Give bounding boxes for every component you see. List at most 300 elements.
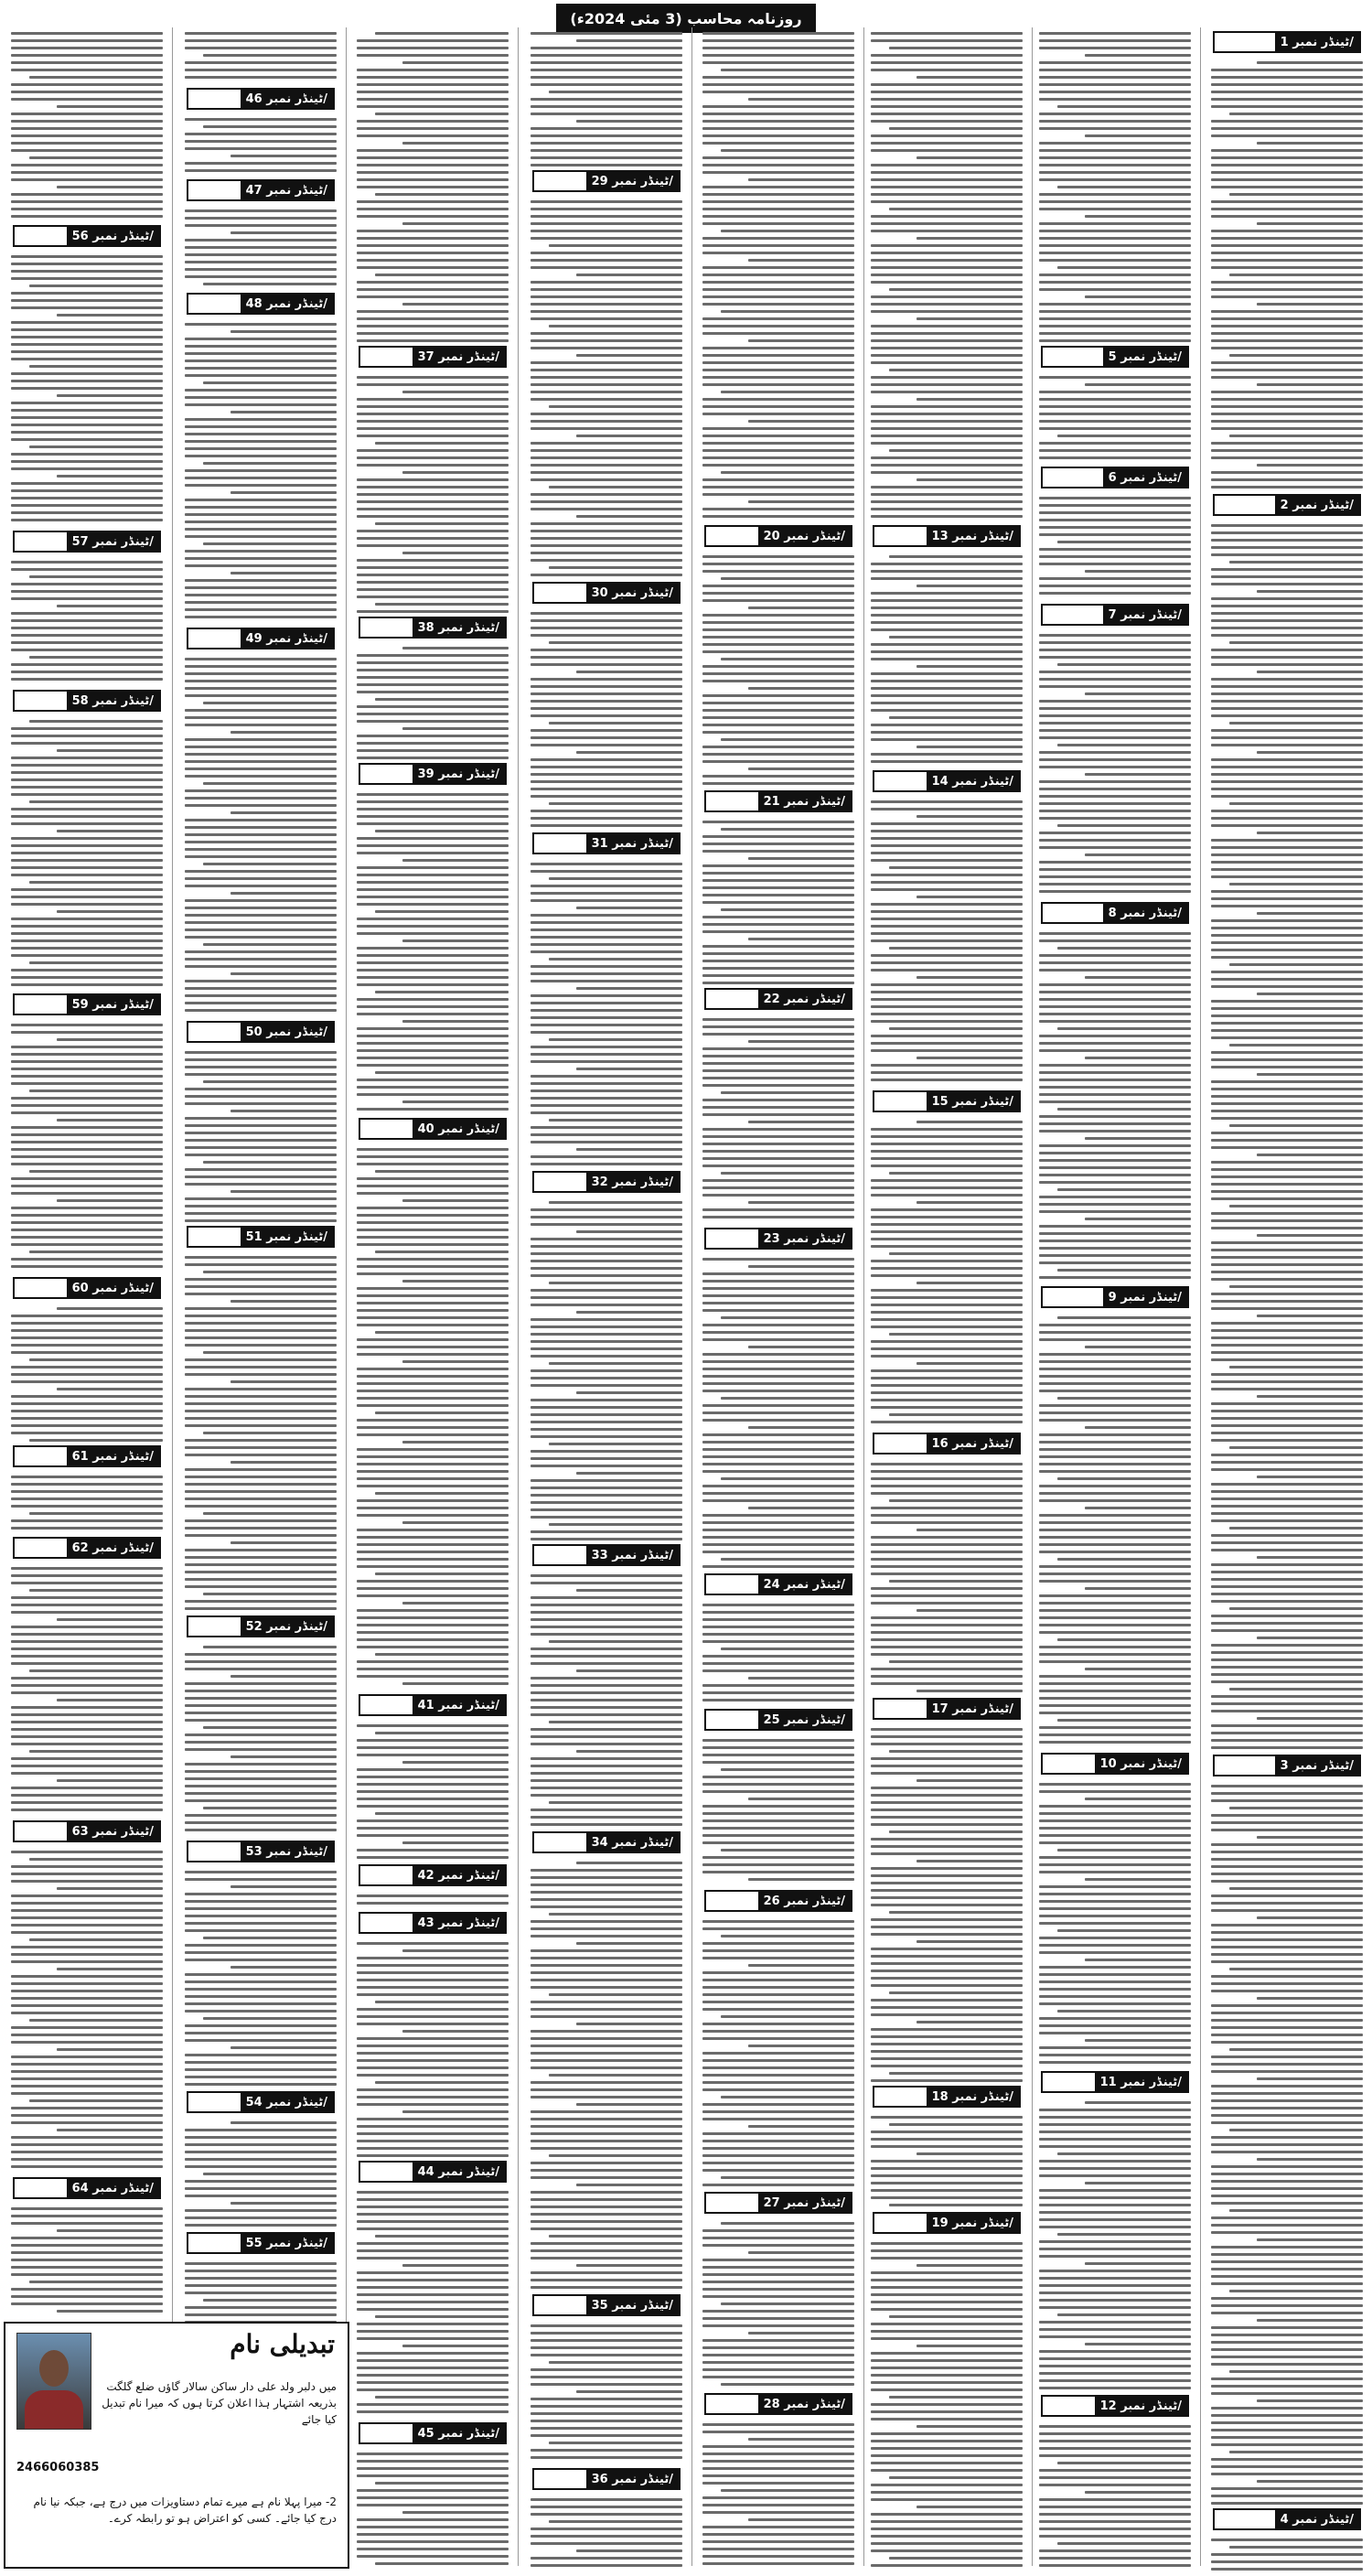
text-line xyxy=(531,2045,682,2047)
text-line xyxy=(531,2176,682,2179)
text-line xyxy=(11,1990,163,1992)
text-line xyxy=(702,555,854,558)
text-line xyxy=(1039,2372,1191,2375)
text-line xyxy=(11,1865,163,1868)
text-line xyxy=(11,1706,163,1709)
text-line xyxy=(871,1064,1023,1067)
text-line xyxy=(185,936,337,939)
text-line xyxy=(1039,991,1191,993)
text-line xyxy=(1039,420,1191,423)
text-line xyxy=(702,2431,854,2433)
text-line xyxy=(531,1869,682,1872)
text-line xyxy=(357,1565,509,1568)
text-line xyxy=(702,405,854,408)
text-line xyxy=(230,1675,337,1678)
text-line xyxy=(357,1243,509,1246)
article-text xyxy=(531,607,682,829)
text-line xyxy=(531,1016,682,1019)
text-line xyxy=(375,1492,509,1495)
text-line xyxy=(702,127,854,130)
text-line xyxy=(576,39,682,42)
text-line xyxy=(1211,1000,1363,1003)
text-line xyxy=(185,921,337,924)
text-line xyxy=(185,760,337,763)
text-line xyxy=(871,961,1023,964)
text-line xyxy=(1211,2341,1363,2344)
text-line xyxy=(375,113,509,115)
text-line xyxy=(185,253,337,256)
text-line xyxy=(702,879,854,882)
text-line xyxy=(185,848,337,851)
text-line xyxy=(357,2533,509,2536)
text-line xyxy=(549,1443,682,1445)
text-line xyxy=(1039,230,1191,232)
text-line xyxy=(702,2110,854,2113)
text-line xyxy=(549,1119,682,1122)
text-line xyxy=(185,513,337,516)
article-text xyxy=(702,551,854,787)
text-line xyxy=(916,976,1023,979)
text-line xyxy=(1039,758,1191,761)
text-line xyxy=(702,1927,854,1930)
text-line xyxy=(185,1446,337,1449)
text-line xyxy=(402,552,509,554)
text-line xyxy=(1211,1829,1363,1831)
text-line xyxy=(402,1521,509,1524)
column-rule xyxy=(1200,27,1201,2566)
text-line xyxy=(871,2196,1023,2199)
text-line xyxy=(185,1417,337,1420)
text-line xyxy=(702,2511,854,2514)
text-line xyxy=(871,2352,1023,2355)
text-line xyxy=(1257,142,1363,145)
text-line xyxy=(1039,2379,1191,2382)
text-line xyxy=(531,1296,682,1299)
text-line xyxy=(230,2121,337,2124)
text-line xyxy=(531,1435,682,1438)
text-line xyxy=(531,1611,682,1614)
text-line xyxy=(1211,295,1363,298)
text-line xyxy=(702,332,854,335)
text-line xyxy=(29,1170,163,1173)
text-line xyxy=(531,500,682,503)
text-line xyxy=(871,2308,1023,2311)
text-line xyxy=(375,193,509,196)
text-line xyxy=(531,2528,682,2530)
text-line xyxy=(871,1551,1023,1553)
text-line xyxy=(702,2162,854,2164)
text-line xyxy=(1257,2158,1363,2161)
column-4 xyxy=(697,27,860,2571)
text-line xyxy=(1039,149,1191,152)
text-line xyxy=(357,398,509,401)
text-line xyxy=(1039,1514,1191,1517)
text-line xyxy=(230,411,337,413)
text-line xyxy=(1211,281,1363,284)
text-line xyxy=(531,2383,682,2386)
text-line xyxy=(871,193,1023,196)
text-line xyxy=(357,705,509,708)
text-line xyxy=(185,833,337,836)
text-line xyxy=(871,1245,1023,1248)
text-line xyxy=(203,1593,337,1595)
text-line xyxy=(1039,2211,1191,2214)
text-line xyxy=(185,1712,337,1714)
text-line xyxy=(531,1304,682,1306)
text-line xyxy=(1211,1982,1363,1985)
tender-header-7 xyxy=(1041,604,1189,626)
text-line xyxy=(11,1082,163,1085)
text-line xyxy=(1039,1980,1191,1983)
text-line xyxy=(29,1669,163,1672)
text-line xyxy=(11,583,163,585)
text-line xyxy=(531,2506,682,2508)
text-line xyxy=(11,2273,163,2276)
text-line xyxy=(531,1060,682,1063)
tender-number-label: ٹینڈر نمبر 2/ xyxy=(1275,496,1359,514)
text-line xyxy=(11,416,163,419)
text-line xyxy=(1229,1366,1363,1368)
text-line xyxy=(185,1483,337,1486)
text-line xyxy=(185,797,337,800)
text-line xyxy=(1039,1441,1191,1444)
text-line xyxy=(531,2286,682,2289)
text-line xyxy=(1211,1622,1363,1625)
text-line xyxy=(185,261,337,263)
text-line xyxy=(11,134,163,137)
text-line xyxy=(576,907,682,909)
text-line xyxy=(721,1849,854,1852)
text-line xyxy=(230,491,337,494)
text-line xyxy=(357,178,509,181)
text-line xyxy=(531,892,682,895)
text-line xyxy=(1211,347,1363,349)
text-line xyxy=(531,1104,682,1107)
text-line xyxy=(916,1609,1023,1612)
text-line xyxy=(11,328,163,331)
text-line xyxy=(357,1638,509,1641)
text-line xyxy=(185,1344,337,1347)
text-line xyxy=(1211,369,1363,371)
text-line xyxy=(1211,656,1363,659)
text-line xyxy=(1039,91,1191,93)
text-line xyxy=(11,1424,163,1427)
text-line xyxy=(185,374,337,377)
article-text xyxy=(702,1014,854,1224)
text-line xyxy=(357,661,509,664)
text-line xyxy=(1257,2077,1363,2080)
text-line xyxy=(185,1519,337,1522)
text-line xyxy=(702,2562,854,2565)
text-line xyxy=(531,1082,682,1085)
text-line xyxy=(1039,1783,1191,1786)
text-line xyxy=(531,1238,682,1240)
text-line xyxy=(531,303,682,306)
text-line xyxy=(1039,1144,1191,1147)
article-text xyxy=(11,556,163,686)
text-line xyxy=(1039,2196,1191,2199)
text-line xyxy=(871,1514,1023,1517)
text-line xyxy=(702,2295,854,2298)
text-line xyxy=(1211,442,1363,445)
text-line xyxy=(871,888,1023,891)
text-line xyxy=(889,2072,1023,2075)
text-line xyxy=(185,855,337,858)
text-line xyxy=(1057,2462,1191,2464)
text-line xyxy=(185,616,337,618)
text-line xyxy=(1039,1035,1191,1037)
text-line xyxy=(1039,1240,1191,1242)
text-line xyxy=(185,1322,337,1325)
text-line xyxy=(549,91,682,93)
text-line xyxy=(916,2506,1023,2508)
text-line xyxy=(357,1064,509,1067)
tender-header-48 xyxy=(187,293,335,315)
text-line xyxy=(357,1404,509,1407)
text-line xyxy=(1211,98,1363,101)
text-line xyxy=(11,1148,163,1151)
text-line xyxy=(1211,1468,1363,1471)
text-line xyxy=(11,1772,163,1775)
tender-number-label: ٹینڈر نمبر 56/ xyxy=(67,227,159,245)
text-line xyxy=(1039,1232,1191,1235)
text-line xyxy=(1211,456,1363,459)
text-line xyxy=(702,2169,854,2172)
text-line xyxy=(871,2564,1023,2567)
text-line xyxy=(1039,649,1191,651)
text-line xyxy=(357,2489,509,2492)
text-line xyxy=(702,1761,854,1764)
text-line xyxy=(1039,817,1191,820)
text-line xyxy=(871,259,1023,262)
text-line xyxy=(1211,2034,1363,2036)
text-line xyxy=(11,793,163,796)
text-line xyxy=(871,215,1023,218)
text-line xyxy=(1039,1856,1191,1859)
text-line xyxy=(11,270,163,273)
text-line xyxy=(357,69,509,71)
text-line xyxy=(11,1322,163,1325)
text-line xyxy=(871,1267,1023,1270)
text-line xyxy=(531,1155,682,1158)
article-text xyxy=(11,1019,163,1273)
text-line xyxy=(1211,1219,1363,1222)
text-line xyxy=(185,2039,337,2042)
text-line xyxy=(1057,1558,1191,1561)
text-line xyxy=(531,1884,682,1886)
text-line xyxy=(531,1757,682,1760)
text-line xyxy=(1211,2143,1363,2146)
text-line xyxy=(531,1421,682,1423)
article-text xyxy=(702,2419,854,2571)
text-line xyxy=(357,1375,509,1378)
text-line xyxy=(357,888,509,891)
text-line xyxy=(357,1580,509,1583)
text-line xyxy=(185,1497,337,1500)
text-line xyxy=(871,1743,1023,1745)
text-line xyxy=(748,2518,854,2521)
text-line xyxy=(1211,1102,1363,1105)
text-line xyxy=(748,98,854,101)
text-line xyxy=(1039,1375,1191,1378)
text-line xyxy=(357,2249,509,2252)
column-7 xyxy=(179,27,342,2571)
article-text xyxy=(1211,57,1363,490)
text-line xyxy=(1039,332,1191,335)
text-line xyxy=(11,380,163,382)
text-line xyxy=(1085,2343,1191,2345)
text-line xyxy=(531,1905,682,1908)
text-line xyxy=(531,2118,682,2120)
text-line xyxy=(531,1516,682,1519)
text-line xyxy=(871,1845,1023,1848)
text-line xyxy=(1211,1380,1363,1383)
text-line xyxy=(871,724,1023,726)
text-line xyxy=(11,786,163,789)
text-line xyxy=(185,217,337,220)
text-line xyxy=(1057,1638,1191,1641)
text-line xyxy=(1039,983,1191,986)
text-line xyxy=(1211,361,1363,364)
text-line xyxy=(11,2114,163,2117)
text-line xyxy=(721,1648,854,1650)
text-line xyxy=(1039,244,1191,247)
tender-header-13 xyxy=(873,525,1021,547)
text-line xyxy=(357,574,509,576)
text-line xyxy=(531,1935,682,1937)
text-line xyxy=(871,376,1023,379)
text-line xyxy=(357,1594,509,1597)
text-line xyxy=(1211,1990,1363,1992)
text-line xyxy=(531,332,682,335)
text-line xyxy=(185,360,337,362)
text-line xyxy=(702,361,854,364)
text-line xyxy=(871,2454,1023,2457)
text-line xyxy=(889,127,1023,130)
text-line xyxy=(871,2160,1023,2163)
text-line xyxy=(1211,1051,1363,1054)
text-line xyxy=(357,1192,509,1195)
text-line xyxy=(576,1068,682,1070)
text-line xyxy=(185,1653,337,1656)
text-line xyxy=(1057,824,1191,827)
text-line xyxy=(1057,1269,1191,1272)
text-line xyxy=(576,120,682,123)
text-line xyxy=(702,2259,854,2261)
tender-header-62 xyxy=(13,1537,161,1559)
text-line xyxy=(702,2526,854,2528)
text-line xyxy=(871,1977,1023,1980)
text-line xyxy=(1211,1402,1363,1405)
text-line xyxy=(748,1346,854,1348)
text-line xyxy=(871,1384,1023,1387)
text-line xyxy=(1039,1368,1191,1370)
text-line xyxy=(1039,2240,1191,2243)
text-line xyxy=(531,1662,682,1665)
column-rule xyxy=(518,27,519,2566)
text-line xyxy=(1211,1373,1363,1376)
text-line xyxy=(375,2562,509,2565)
text-line xyxy=(1257,222,1363,225)
text-line xyxy=(185,1197,337,1200)
text-line xyxy=(721,1935,854,1937)
text-line xyxy=(185,1697,337,1700)
text-line xyxy=(402,61,509,64)
text-line xyxy=(357,105,509,108)
text-line xyxy=(1211,215,1363,218)
text-line xyxy=(531,1457,682,1460)
tender-header-58 xyxy=(13,690,161,712)
text-line xyxy=(1211,2348,1363,2351)
text-line xyxy=(531,142,682,145)
text-line xyxy=(531,1024,682,1026)
text-line xyxy=(1257,2238,1363,2241)
text-line xyxy=(748,687,854,690)
tender-number-label: ٹینڈر نمبر 43/ xyxy=(413,1914,505,1932)
text-line xyxy=(11,1207,163,1209)
text-line xyxy=(531,1655,682,1658)
text-line xyxy=(576,435,682,437)
text-line xyxy=(871,186,1023,188)
text-line xyxy=(11,1851,163,1853)
tender-number-label: ٹینڈر نمبر 32/ xyxy=(586,1173,679,1191)
text-line xyxy=(748,767,854,770)
text-line xyxy=(11,1133,163,1136)
text-line xyxy=(1211,1029,1363,1032)
text-line xyxy=(11,1728,163,1731)
text-line xyxy=(1211,941,1363,944)
text-line xyxy=(871,435,1023,437)
text-line xyxy=(871,881,1023,884)
text-line xyxy=(702,563,854,565)
text-line xyxy=(185,1571,337,1573)
text-line xyxy=(702,2310,854,2313)
text-line xyxy=(871,2403,1023,2406)
text-line xyxy=(29,365,163,368)
text-line xyxy=(357,1660,509,1663)
notice-photo xyxy=(16,2333,91,2430)
text-line xyxy=(531,1075,682,1078)
text-line xyxy=(1039,2513,1191,2516)
text-line xyxy=(357,515,509,518)
tender-header-63 xyxy=(13,1820,161,1842)
text-line xyxy=(185,323,337,326)
tender-header-9 xyxy=(1041,1286,1189,1308)
text-line xyxy=(1211,325,1363,327)
tender-number-label: ٹینڈر نمبر 21/ xyxy=(758,792,851,810)
text-line xyxy=(1257,1476,1363,1478)
text-line xyxy=(702,2482,854,2485)
text-line xyxy=(1039,1064,1191,1067)
tender-number-label: ٹینڈر نمبر 22/ xyxy=(758,990,851,1008)
text-line xyxy=(702,1529,854,1531)
text-line xyxy=(357,1470,509,1473)
text-line xyxy=(1211,2502,1363,2505)
text-line xyxy=(531,134,682,137)
tender-number-label: ٹینڈر نمبر 24/ xyxy=(758,1575,851,1594)
text-line xyxy=(1039,2350,1191,2353)
text-line xyxy=(721,149,854,152)
text-line xyxy=(1211,69,1363,71)
text-line xyxy=(185,1719,337,1722)
text-line xyxy=(11,903,163,906)
column-8 xyxy=(5,27,168,2571)
text-line xyxy=(402,2511,509,2514)
text-line xyxy=(531,2008,682,2011)
text-line xyxy=(1057,1849,1191,1852)
text-line xyxy=(871,464,1023,467)
text-line xyxy=(871,2513,1023,2516)
